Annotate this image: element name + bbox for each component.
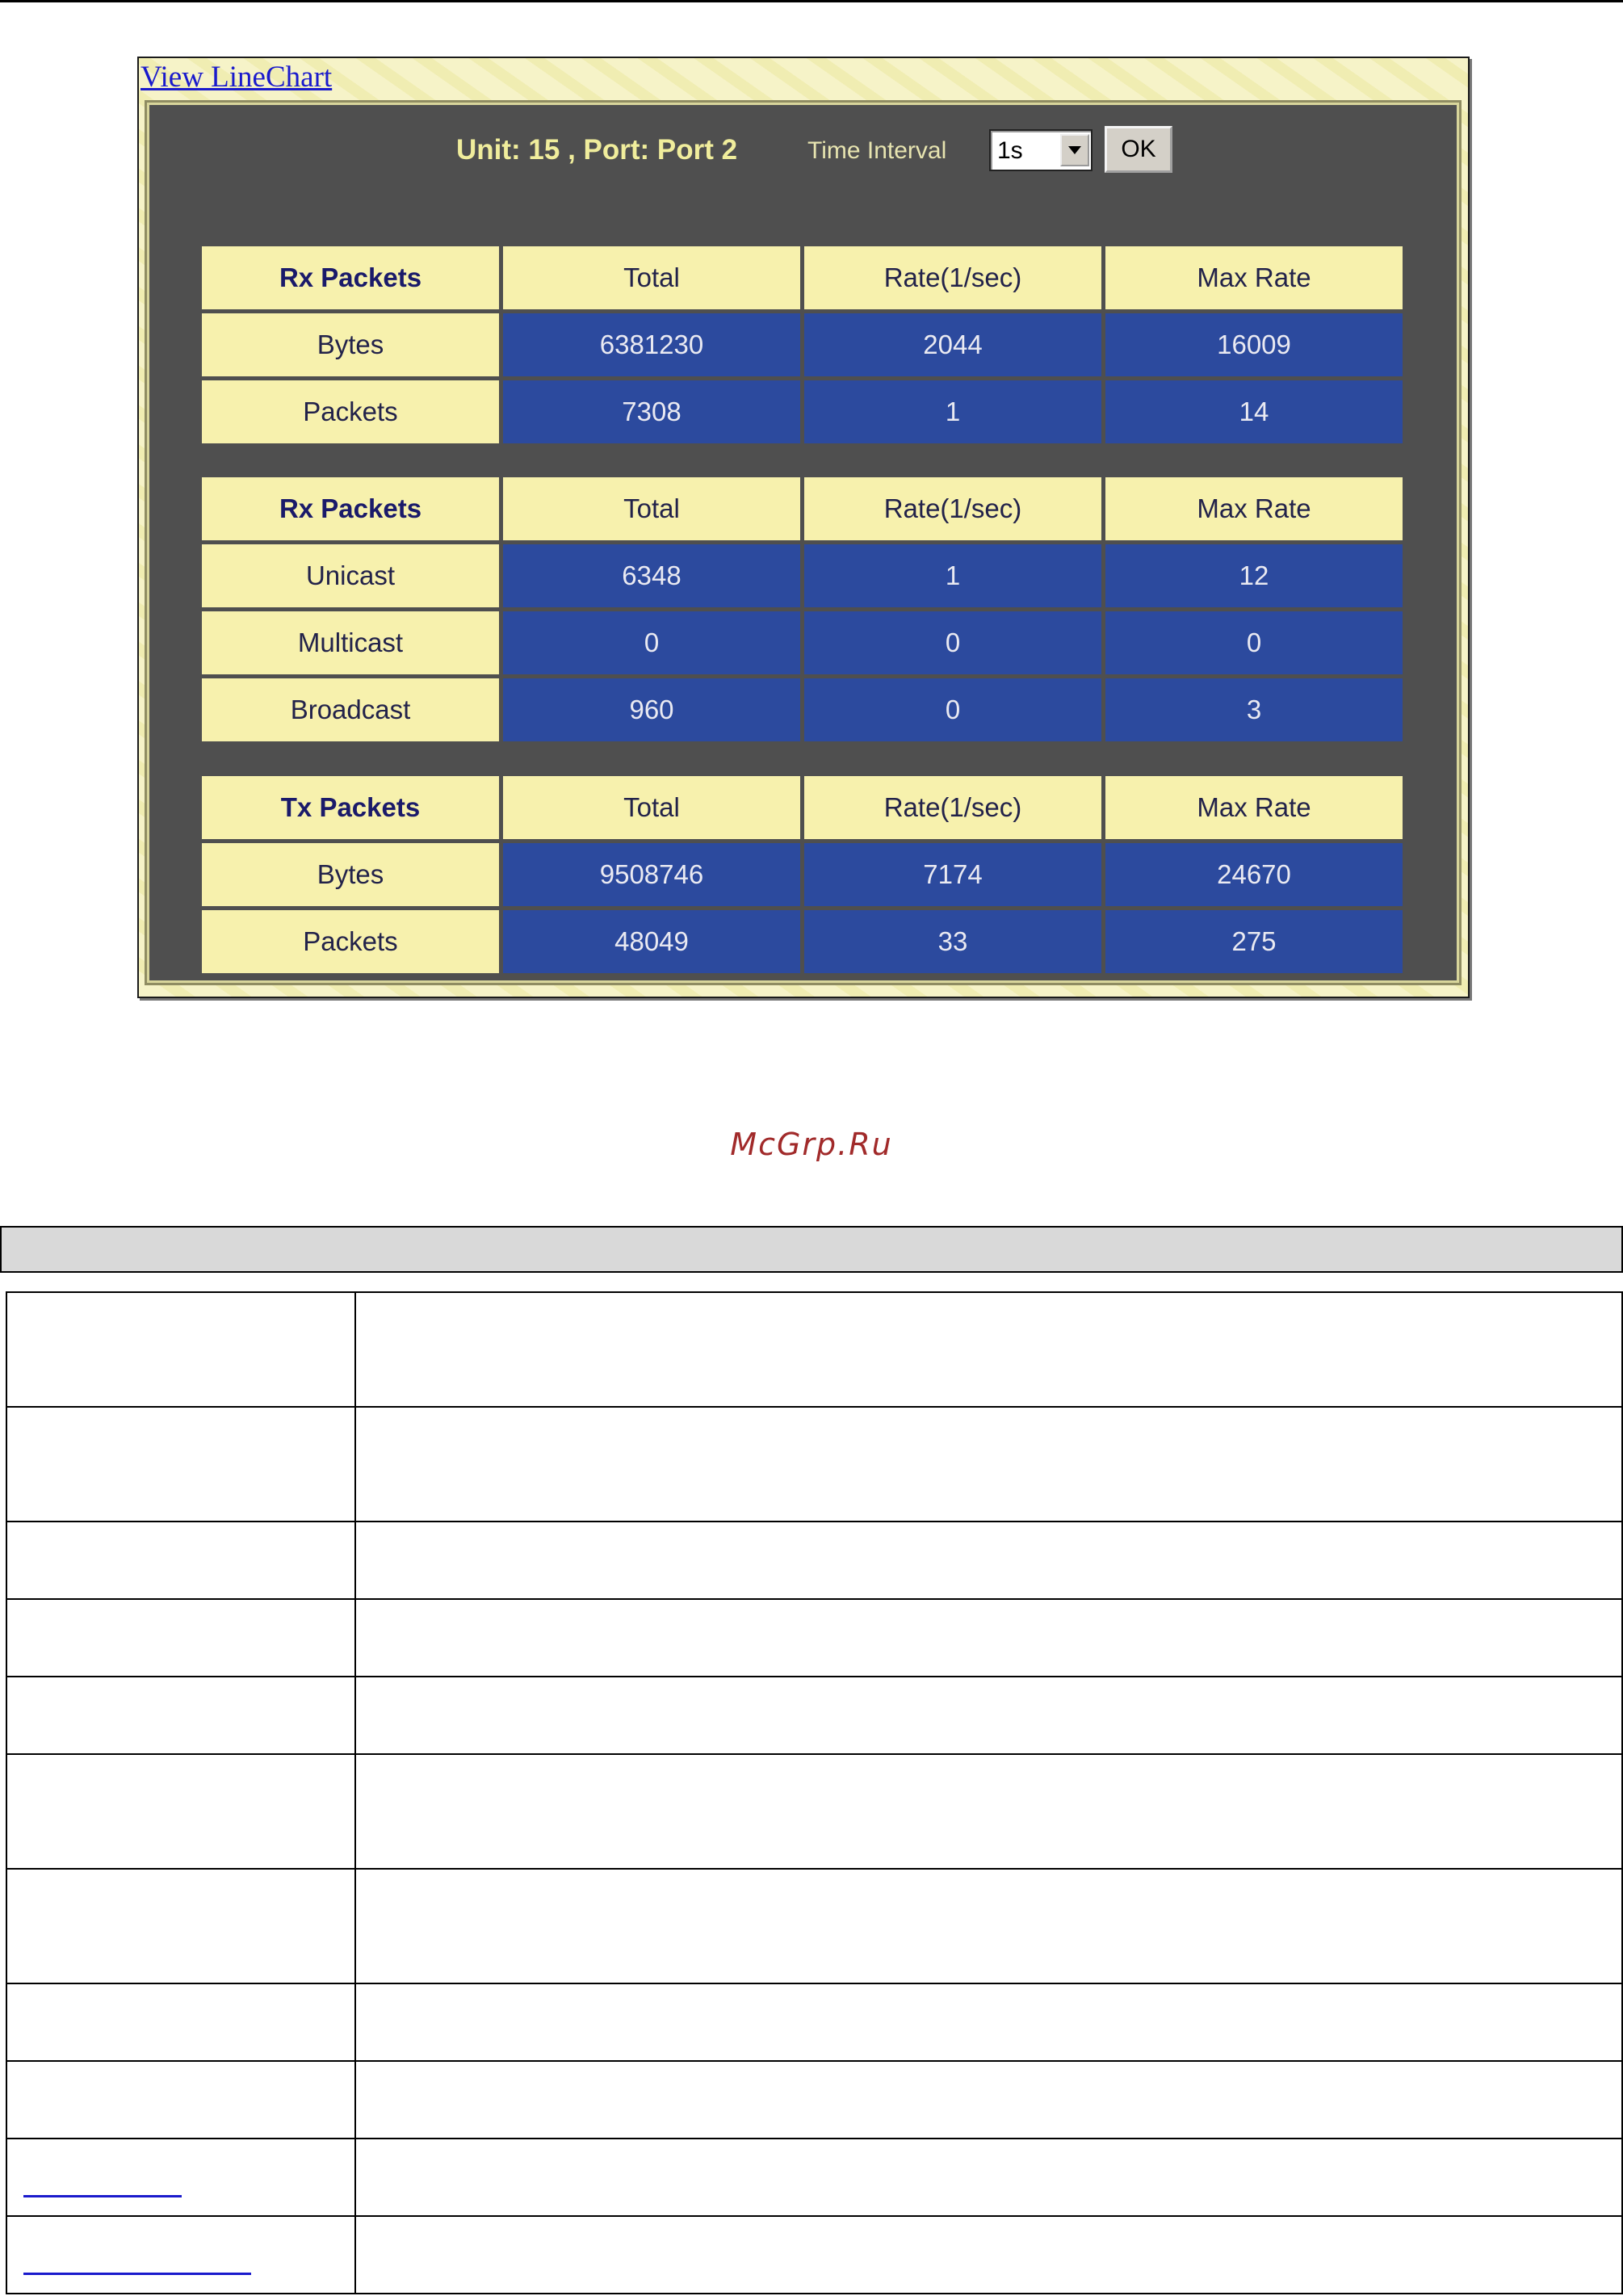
parameter-cell bbox=[7, 1293, 356, 1406]
table-row bbox=[202, 380, 1403, 443]
ok-button[interactable]: OK bbox=[1105, 126, 1172, 173]
description-cell bbox=[356, 1522, 1621, 1598]
header-cell: Tx Packets bbox=[202, 776, 499, 839]
table-row bbox=[7, 2217, 1621, 2293]
parameter-cell bbox=[7, 1870, 356, 1983]
header-cell: Max Rate bbox=[1105, 246, 1403, 309]
parameter-cell bbox=[7, 2139, 356, 2215]
description-cell bbox=[356, 2217, 1621, 2293]
row-label: Bytes bbox=[202, 843, 499, 906]
parameter-cell bbox=[7, 1984, 356, 2060]
stats-panel bbox=[147, 103, 1459, 983]
value-cell: 33 bbox=[804, 910, 1101, 973]
value-cell: 3 bbox=[1105, 678, 1403, 741]
table-row bbox=[7, 1755, 1621, 1870]
table-row bbox=[202, 611, 1403, 674]
description-cell bbox=[356, 1293, 1621, 1406]
value-cell: 0 bbox=[804, 678, 1101, 741]
parameter-cell bbox=[7, 2062, 356, 2138]
table-row bbox=[202, 843, 1403, 906]
unit-port-title: Unit: 15 , Port: Port 2 bbox=[456, 134, 738, 166]
header-cell: Total bbox=[503, 477, 800, 540]
description-cell bbox=[356, 1755, 1621, 1868]
description-cell bbox=[356, 1984, 1621, 2060]
table-row bbox=[202, 544, 1403, 607]
value-cell: 24670 bbox=[1105, 843, 1403, 906]
value-cell: 7308 bbox=[503, 380, 800, 443]
watermark-text: McGrp.Ru bbox=[730, 1127, 893, 1162]
description-cell bbox=[356, 1408, 1621, 1521]
value-cell: 6381230 bbox=[503, 313, 800, 376]
time-interval-value: 1s bbox=[997, 137, 1023, 164]
header-cell: Rate(1/sec) bbox=[804, 477, 1101, 540]
header-cell: Total bbox=[503, 246, 800, 309]
table-row bbox=[202, 910, 1403, 973]
table-row bbox=[202, 313, 1403, 376]
rx-bytes-table bbox=[198, 242, 1407, 447]
header-cell: Max Rate bbox=[1105, 776, 1403, 839]
table-row bbox=[7, 1677, 1621, 1755]
row-label: Bytes bbox=[202, 313, 499, 376]
parameter-cell bbox=[7, 1600, 356, 1676]
parameter-description-table bbox=[6, 1291, 1623, 2294]
row-label: Packets bbox=[202, 380, 499, 443]
description-cell bbox=[356, 1870, 1621, 1983]
table-row bbox=[7, 1984, 1621, 2062]
row-label: Unicast bbox=[202, 544, 499, 607]
parameter-cell bbox=[7, 1677, 356, 1753]
table-row bbox=[7, 1293, 1621, 1408]
table-row bbox=[7, 1600, 1621, 1677]
table-row bbox=[7, 1870, 1621, 1984]
header-cell: Total bbox=[503, 776, 800, 839]
row-label: Packets bbox=[202, 910, 499, 973]
table-header-row bbox=[202, 477, 1403, 540]
row-label: Multicast bbox=[202, 611, 499, 674]
parameter-link[interactable] bbox=[23, 2195, 182, 2197]
dropdown-arrow-icon[interactable] bbox=[1060, 134, 1089, 166]
time-interval-label: Time Interval bbox=[807, 137, 947, 164]
time-interval-select[interactable] bbox=[989, 129, 1092, 171]
value-cell: 6348 bbox=[503, 544, 800, 607]
parameter-cell bbox=[7, 1522, 356, 1598]
value-cell: 275 bbox=[1105, 910, 1403, 973]
row-label: Broadcast bbox=[202, 678, 499, 741]
parameter-cell bbox=[7, 1755, 356, 1868]
tx-packets-table bbox=[198, 772, 1407, 977]
screenshot-panel bbox=[137, 57, 1470, 998]
top-rule bbox=[0, 0, 1623, 2]
value-cell: 960 bbox=[503, 678, 800, 741]
value-cell: 16009 bbox=[1105, 313, 1403, 376]
description-cell bbox=[356, 1600, 1621, 1676]
header-cell: Rate(1/sec) bbox=[804, 776, 1101, 839]
header-cell: Rx Packets bbox=[202, 246, 499, 309]
value-cell: 9508746 bbox=[503, 843, 800, 906]
header-cell: Rate(1/sec) bbox=[804, 246, 1101, 309]
value-cell: 7174 bbox=[804, 843, 1101, 906]
table-row bbox=[7, 2062, 1621, 2139]
table-row bbox=[7, 2139, 1621, 2217]
description-cell bbox=[356, 1677, 1621, 1753]
value-cell: 0 bbox=[1105, 611, 1403, 674]
table-row bbox=[202, 678, 1403, 741]
table-row bbox=[7, 1522, 1621, 1600]
table-header-row bbox=[202, 246, 1403, 309]
value-cell: 2044 bbox=[804, 313, 1101, 376]
parameter-link[interactable] bbox=[23, 2273, 251, 2275]
header-cell: Rx Packets bbox=[202, 477, 499, 540]
value-cell: 1 bbox=[804, 380, 1101, 443]
rx-packet-types-table bbox=[198, 473, 1407, 745]
value-cell: 0 bbox=[503, 611, 800, 674]
value-cell: 0 bbox=[804, 611, 1101, 674]
value-cell: 12 bbox=[1105, 544, 1403, 607]
parameter-cell bbox=[7, 1408, 356, 1521]
parameter-cell bbox=[7, 2217, 356, 2293]
value-cell: 1 bbox=[804, 544, 1101, 607]
doc-table-header-bar bbox=[0, 1226, 1623, 1273]
table-header-row bbox=[202, 776, 1403, 839]
description-cell bbox=[356, 2139, 1621, 2215]
value-cell: 48049 bbox=[503, 910, 800, 973]
value-cell: 14 bbox=[1105, 380, 1403, 443]
table-row bbox=[7, 1408, 1621, 1522]
view-linechart-link[interactable]: View LineChart bbox=[140, 61, 333, 94]
description-cell bbox=[356, 2062, 1621, 2138]
header-cell: Max Rate bbox=[1105, 477, 1403, 540]
